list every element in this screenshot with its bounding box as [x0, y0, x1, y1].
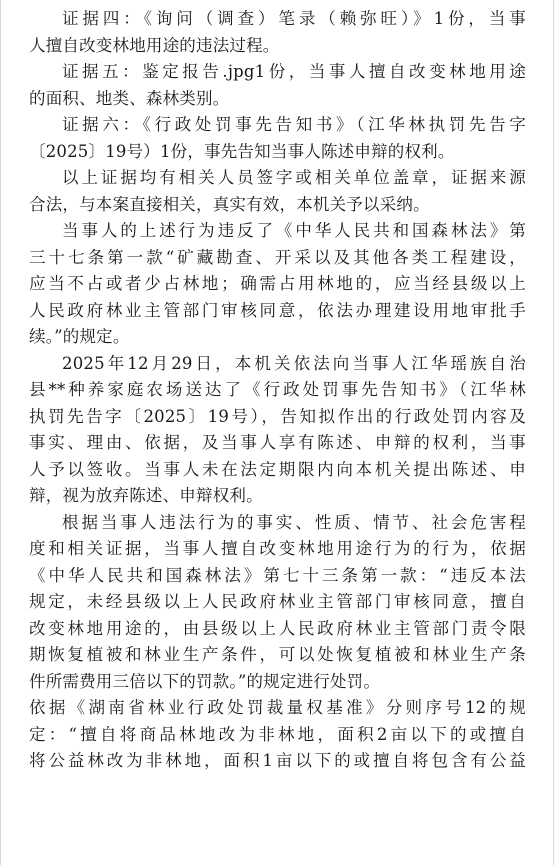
text-line: 证据五：鉴定报告.jpg1份，当事人擅自改变林地用途 [62, 62, 526, 81]
document-body [29, 6, 526, 775]
text-line: 合法，与本案直接相关，真实有效，本机关予以采纳。 [29, 194, 430, 214]
text-line: 度和相关证据，当事人擅自改变林地用途行为的行为，依据 [29, 539, 526, 558]
text-line: 三十七条第一款“矿藏勘查、开采以及其他各类工程建设， [29, 247, 526, 267]
paragraph-evidence-summary [29, 165, 526, 218]
text-line: 人民政府林业主管部门审核同意，依法办理建设用地审批手 [29, 300, 526, 320]
text-line: 证据六：《行政处罚事先告知书》（江华林执罚先告字 [62, 115, 526, 134]
text-line: 以上证据均有相关人员签字或相关单位盖章，证据来源 [62, 168, 526, 187]
text-line: 续。”的规定。 [29, 327, 130, 346]
text-line: 证据四：《询问（调查）笔录（赖弥旺）》1份，当事 [62, 9, 526, 28]
text-line: 定：“擅自将商品林地改为非林地，面积2亩以下的或擅自 [29, 724, 526, 744]
text-line: 期恢复植被和林业生产条件，可以处恢复植被和林业生产条 [29, 645, 526, 664]
text-line: 当事人的上述行为违反了《中华人民共和国森林法》第 [62, 221, 526, 240]
text-line: 人擅自改变林地用途的违法过程。 [29, 35, 280, 55]
text-line: 县**种养家庭农场送达了《行政处罚事先告知书》（江华林 [29, 380, 526, 399]
text-line: 应当不占或者少占林地；确需占用林地的，应当经县级以上 [29, 274, 526, 293]
paragraph-evidence-4 [29, 6, 526, 59]
paragraph-evidence-5 [29, 59, 526, 112]
text-line: 改变林地用途的，由县级以上人民政府林业主管部门责令限 [29, 618, 526, 638]
paragraph-notice [29, 351, 526, 510]
paragraph-evidence-6 [29, 112, 526, 165]
text-line: 执罚先告字〔2025〕19号），告知拟作出的行政处罚内容及 [29, 406, 526, 426]
text-line: 〔2025〕19号）1份，事先告知当事人陈述申辩的权利。 [29, 141, 455, 161]
text-line: 规定，未经县级以上人民政府林业主管部门审核同意，擅自 [29, 592, 526, 611]
text-line: 将公益林改为非林地，面积1亩以下的或擅自将包含有公益 [29, 751, 526, 770]
text-line: 件所需费用三倍以下的罚款。”的规定进行处罚。 [29, 671, 381, 691]
text-line: 的面积、地类、森林类别。 [29, 88, 230, 108]
paragraph-penalty-basis [29, 510, 526, 696]
text-line: 辩，视为放弃陈述、申辩权利。 [29, 486, 263, 505]
paragraph-discretion [29, 695, 526, 775]
text-line: 根据当事人违法行为的事实、性质、情节、社会危害程 [62, 512, 526, 532]
text-line: 《中华人民共和国森林法》第七十三条第一款：“违反本法 [29, 565, 526, 585]
text-line: 2025年12月29日，本机关依法向当事人江华瑶族自治 [62, 353, 526, 373]
text-line: 事实、理由、依据，及当事人享有陈述、申辩的权利，当事 [29, 433, 526, 452]
paragraph-violation [29, 218, 526, 351]
text-line: 依据《湖南省林业行政处罚裁量权基准》分则序号12的规 [29, 698, 526, 717]
text-line: 人予以签收。当事人未在法定期限内向本机关提出陈述、申 [29, 459, 526, 479]
